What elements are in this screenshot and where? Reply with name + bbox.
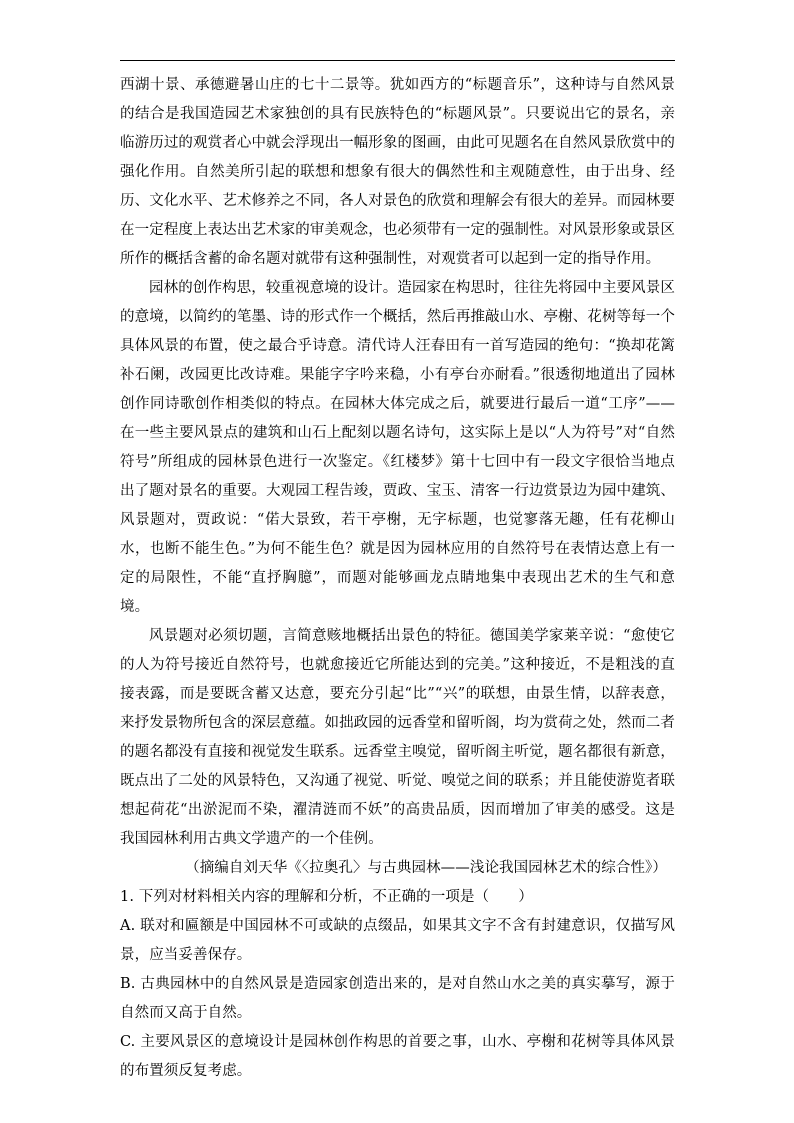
question-option-a: A. 联对和匾额是中国园林不可或缺的点缀品，如果其文字不含有封建意识，仅描写风景，应当妥善保存。 <box>120 918 675 963</box>
question-option-b: B. 古典园林中的自然风景是造园家创造出来的，是对自然山水之美的真实摹写，源于自然而又高于自然。 <box>120 976 675 1021</box>
article-paragraph-2: 园林的创作构思，较重视意境的设计。造园家在构思时，往往先将园中主要风景区的意境，以简约的笔墨、诗的形式作一个概括，然后再推敲山水、亭榭、花树等每一个具体风景的布置，使之最合乎诗意。清代诗人汪春田有一首写造园的绝句：“换却花篱补石阑，改园更比改诗难。果能字字吟来稳，小有亭台亦耐看。”很透彻地道出了园林创作同诗歌创作相类似的特点。在园林大体完成之后，就要进行最后一道“工序”——在一些主要风景点的建筑和山石上配刻以题名诗句，这实际上是以“人为符号”对“自然符号”所组成的园林景色进行一次鉴定。《红楼梦》第十七回中有一段文字很恰当地点出了题对景名的重要。大观园工程告竣，贾政、宝玉、清客一行边赏景边为园中建筑、风景题对，贾政说：“偌大景致，若干亭榭，无字标题，也觉寥落无趣，任有花柳山水，也断不能生色。”为何不能生色？就是因为园林应用的自然符号在表情达意上有一定的局限性，不能“直抒胸臆”，而题对能够画龙点睛地集中表现出艺术的生气和意境。 <box>120 280 675 615</box>
article-source: （摘编自刘天华《〈拉奥孔〉与古典园林——浅论我国园林艺术的综合性》） <box>185 860 667 876</box>
article-body <box>120 71 675 1086</box>
question-option-c: C. 主要风景区的意境设计是园林创作构思的首要之事，山水、亭榭和花树等具体风景的布置须反复考虑。 <box>120 1034 675 1079</box>
header-rule <box>120 60 675 61</box>
document-page <box>120 60 675 1086</box>
article-paragraph-1: 西湖十景、承德避暑山庄的七十二景等。犹如西方的“标题音乐”，这种诗与自然风景的结合是我国造园艺术家独创的具有民族特色的“标题风景”。只要说出它的景名，亲临游历过的观赏者心中就会浮现出一幅形象的图画，由此可见题名在自然风景欣赏中的强化作用。自然美所引起的联想和想象有很大的偶然性和主观随意性，由于出身、经历、文化水平、艺术修养之不同，各人对景色的欣赏和理解会有很大的差异。而园林要在一定程度上表达出艺术家的审美观念，也必须带有一定的强制性。对风景形象或景区所作的概括含蓄的命名题对就带有这种强制性，对观赏者可以起到一定的指导作用。 <box>120 77 675 267</box>
question-stem: 1. 下列对材料相关内容的理解和分析，不正确的一项是（ ） <box>120 889 533 905</box>
article-paragraph-3: 风景题对必须切题，言简意赅地概括出景色的特征。德国美学家莱辛说：“愈使它的人为符号接近自然符号，也就愈接近它所能达到的完美。”这种接近，不是粗浅的直接表露，而是要既含蓄又达意，要充分引起“比”“兴”的联想，由景生情，以辞表意，来抒发景物所包含的深层意蕴。如拙政园的远香堂和留听阁，均为赏荷之处，然而二者的题名都没有直接和视觉发生联系。远香堂主嗅觉，留听阁主听觉，题名都很有新意，既点出了二处的风景特色，又沟通了视觉、听觉、嗅觉之间的联系；并且能使游览者联想起荷花“出淤泥而不染，濯清涟而不妖”的高贵品质，因而增加了审美的感受。这是我国园林利用古典文学遗产的一个佳例。 <box>120 628 675 847</box>
